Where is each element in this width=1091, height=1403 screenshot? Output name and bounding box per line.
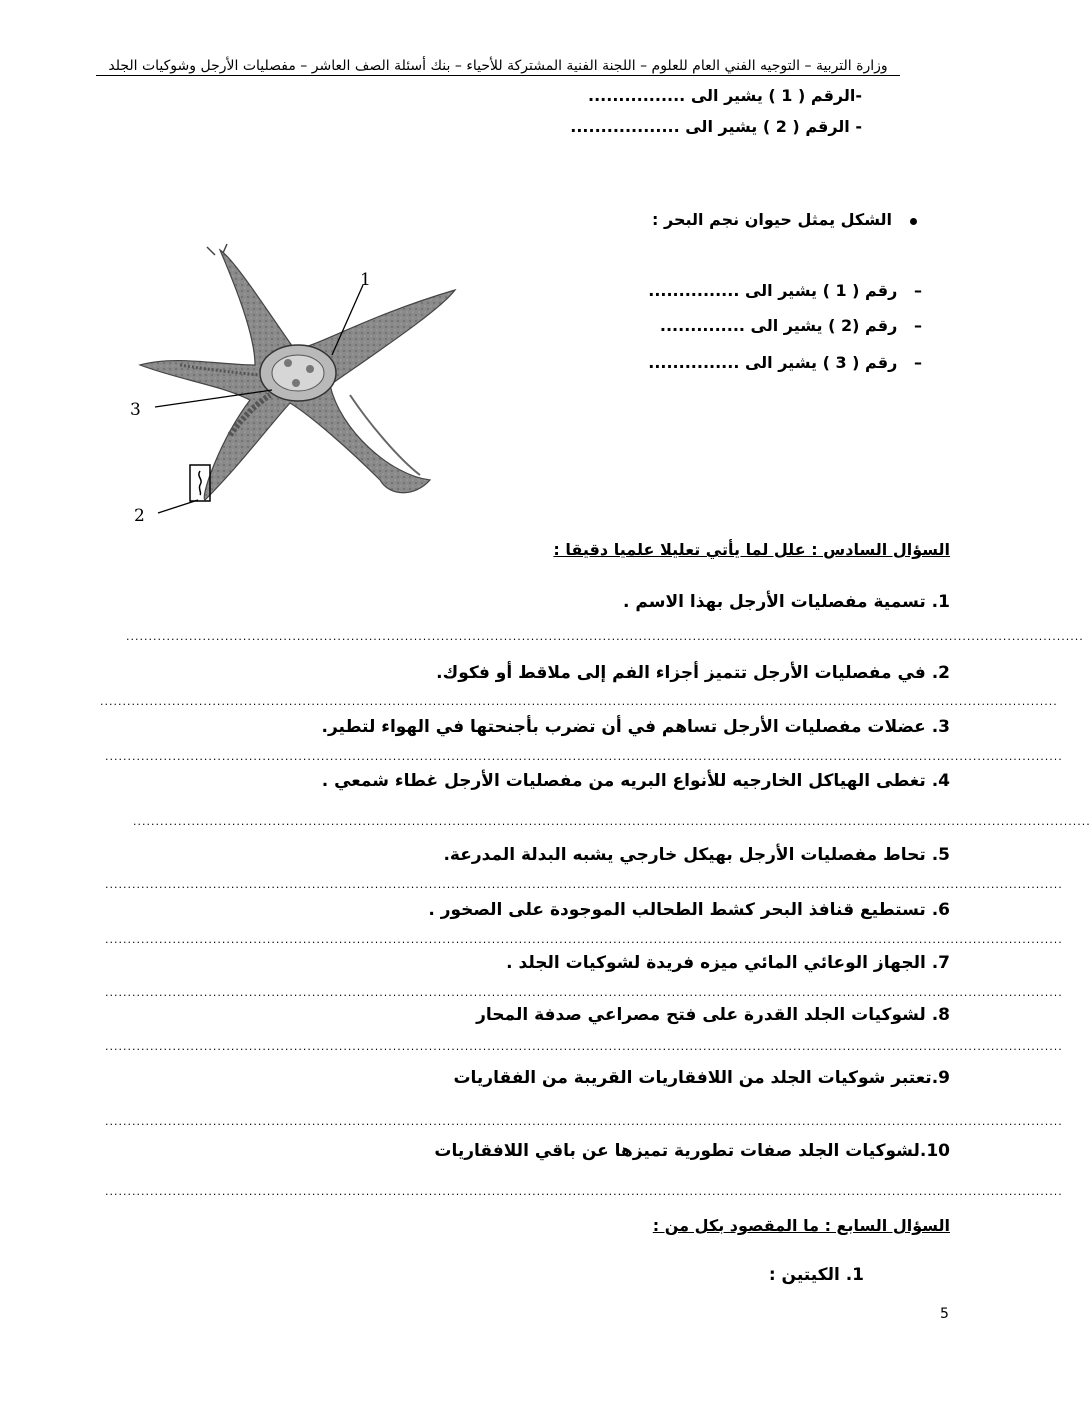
q6-title: السؤال السادس : علل لما يأتي تعليلا علميا دقيقا : (553, 540, 950, 559)
q6-item-8: 8. لشوكيات الجلد القدرة على فتح مصراعي صدفة المحار (476, 1005, 950, 1025)
label-1: 1 (360, 270, 371, 290)
answer-line-6[interactable]: ..................................................................................................................................................................................................................... (105, 933, 1063, 946)
starfish-diagram (120, 235, 470, 535)
q6-item-5: 5. تحاط مفصليات الأرجل بهيكل خارجي يشبه البدلة المدرعة. (443, 845, 950, 865)
top-line-2: - الرقم ( 2 ) يشير الى .................. (570, 117, 862, 136)
answer-line-5[interactable]: ..................................................................................................................................................................................................................... (105, 878, 1063, 891)
page-number: 5 (940, 1306, 949, 1322)
q7-item-1: 1. الكيتين : (768, 1265, 864, 1285)
label-3: 3 (130, 400, 141, 420)
answer-line-9[interactable]: ..................................................................................................................................................................................................................... (105, 1115, 1063, 1128)
starfish-item-2: – رقم (2 ) يشير الى .............. (659, 316, 922, 335)
q6-item-7: 7. الجهاز الوعائي المائي ميزه فريدة لشوكيات الجلد . (506, 953, 950, 973)
answer-line-7[interactable]: ..................................................................................................................................................................................................................... (105, 986, 1063, 999)
answer-line-3[interactable]: ..................................................................................................................................................................................................................... (105, 750, 1063, 763)
q6-item-2: 2. في مفصليات الأرجل تتميز أجزاء الفم إلى ملاقط أو فكوك. (436, 663, 950, 683)
q6-item-10: 10.لشوكيات الجلد صفات تطورية تميزها عن باقي اللافقاريات (434, 1141, 950, 1161)
answer-line-1[interactable]: ..................................................................................................................................................................................................................... (126, 630, 1084, 643)
answer-line-4[interactable]: ..................................................................................................................................................................................................................... (133, 815, 1091, 828)
bullet-icon (910, 218, 917, 225)
answer-line-8[interactable]: ..................................................................................................................................................................................................................... (105, 1040, 1063, 1053)
label-2: 2 (134, 506, 145, 526)
q6-item-9: 9.تعتبر شوكيات الجلد من اللافقاريات القريبة من الفقاريات (453, 1068, 950, 1088)
starfish-item-1: – رقم ( 1 ) يشير الى ............... (648, 281, 922, 300)
q6-item-1: 1. تسمية مفصليات الأرجل بهذا الاسم . (623, 592, 950, 612)
q6-item-6: 6. تستطيع قنافذ البحر كشط الطحالب الموجودة على الصخور . (428, 900, 950, 920)
q6-item-4: 4. تغطى الهياكل الخارجيه للأنواع البريه من مفصليات الأرجل غطاء شمعي . (321, 771, 950, 791)
answer-line-10[interactable]: ..................................................................................................................................................................................................................... (105, 1185, 1063, 1198)
starfish-question-title: الشكل يمثل حيوان نجم البحر : (652, 210, 892, 229)
answer-line-2[interactable]: ..................................................................................................................................................................................................................... (100, 695, 1058, 708)
top-line-1: -الرقم ( 1 ) يشير الى ................ (588, 86, 862, 105)
q7-title: السؤال السابع : ما المقصود بكل من : (652, 1216, 950, 1235)
starfish-item-3: – رقم ( 3 ) يشير الى ............... (648, 353, 922, 372)
q6-item-3: 3. عضلات مفصليات الأرجل تساهم في أن تضرب بأجنحتها في الهواء لتطير. (321, 717, 950, 737)
page-header: وزارة التربية – التوجيه الفني العام للعلوم – اللجنة الفنية المشتركة للأحياء – بنك أسئلة الصف العاشر – مفصليات الأرجل وشوكيات الجلد (96, 58, 900, 76)
